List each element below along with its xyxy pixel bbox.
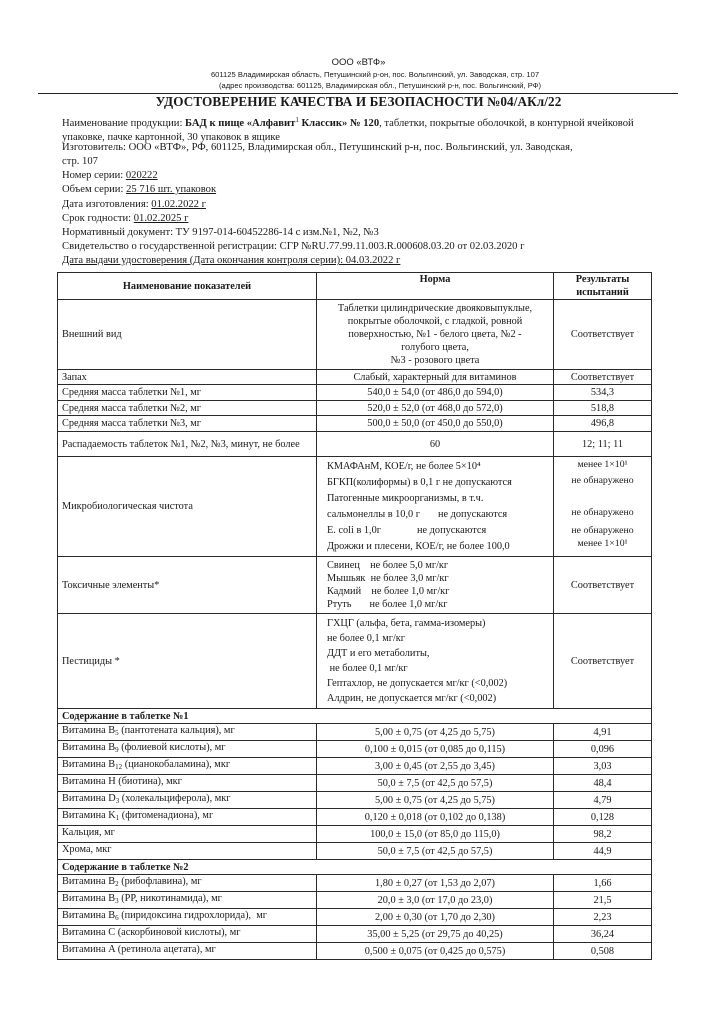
table-row [58, 926, 652, 943]
table-row [58, 416, 652, 432]
row-norm: 60 [317, 432, 554, 457]
table-row-pesticides [58, 614, 652, 709]
table-row [58, 909, 652, 926]
toxic-result: Соответствует [554, 557, 652, 614]
header-norm: Норма [317, 273, 554, 300]
mfg-date-value: 01.02.2022 г [151, 199, 206, 210]
row-result: 3,03 [554, 758, 652, 775]
production-address: (адрес производства: 601125, Владимирская обл., Петушинский р-н, пос. Вольгинский, РФ) [218, 81, 542, 90]
product-label: Наименование продукции: [62, 118, 186, 129]
table-row [58, 943, 652, 960]
issue-date-line: Дата выдачи удостоверения (Дата окончания контроля серии): 04.03.2022 г [62, 255, 401, 266]
appearance-norm: Таблетки цилиндрические двояковыпуклые, покрытые оболочкой, с гладкой, ровной поверхностью, №1 - белого цвета, №2 - голубого цвета, №3 - розового цвета [317, 300, 554, 370]
row-name: Хрома, мкг [58, 843, 317, 860]
appearance-result: Соответствует [554, 300, 652, 370]
row-norm: Слабый, характерный для витаминов [317, 370, 554, 385]
row-name: Витамина $B_9$ (фолиевой кислоты), мг [58, 741, 317, 758]
row-name: Витамина $B_6$ (пиридоксина гидрохлорида), мг [58, 909, 317, 926]
row-result: 48,4 [554, 775, 652, 792]
row-name: Витамина $B_5$ (пантотената кальция), мг [58, 724, 317, 741]
toxic-name: Токсичные элементы* [58, 557, 317, 614]
manufacture-date-line [62, 198, 662, 212]
row-norm: 1,80 ± 0,27 (от 1,53 до 2,07) [317, 875, 554, 892]
row-result: 44,9 [554, 843, 652, 860]
table-row [58, 741, 652, 758]
table-row-appearance [58, 300, 652, 370]
row-result: 2,23 [554, 909, 652, 926]
row-norm: 2,00 ± 0,30 (от 1,70 до 2,30) [317, 909, 554, 926]
row-norm: 0,500 ± 0,075 (от 0,425 до 0,575) [317, 943, 554, 960]
row-result: 4,91 [554, 724, 652, 741]
table-row [58, 401, 652, 416]
row-result: 0,508 [554, 943, 652, 960]
row-norm: 50,0 ± 7,5 (от 42,5 до 57,5) [317, 843, 554, 860]
row-name: Средняя масса таблетки №3, мг [58, 416, 317, 432]
row-norm: 3,00 ± 0,45 (от 2,55 до 3,45) [317, 758, 554, 775]
row-norm: 0,120 ± 0,018 (от 0,102 до 0,138) [317, 809, 554, 826]
table-row [58, 809, 652, 826]
row-result: 0,096 [554, 741, 652, 758]
row-norm: 35,00 ± 5,25 (от 29,75 до 40,25) [317, 926, 554, 943]
table-row-toxic-elements [58, 557, 652, 614]
expiry-value: 01.02.2025 г [133, 213, 189, 224]
row-name: Витамина $B_3$ (PP, никотинамида), мг [58, 892, 317, 909]
table-row [58, 758, 652, 775]
row-name: Витамина A (ретинола ацетата), мг [58, 943, 317, 960]
expiry-label: Срок годности: [62, 213, 134, 224]
row-norm: 5,00 ± 0,75 (от 4,25 до 5,75) [317, 792, 554, 809]
row-norm: 20,0 ± 3,0 (от 17,0 до 23,0) [317, 892, 554, 909]
row-result: 4,79 [554, 792, 652, 809]
row-name: Витамина H (биотина), мкг [58, 775, 317, 792]
product-description: , таблетки, покрытые оболочкой, в контурной ячейковой упаковке, пачке картонной, 30 упаковок в ящике [62, 118, 634, 143]
row-name: Витамина $B_{12}$ (цианокобаламина), мкг [58, 758, 317, 775]
row-norm: 0,100 ± 0,015 (от 0,085 до 0,115) [317, 741, 554, 758]
table-row [58, 843, 652, 860]
batch-label: Номер серии: [62, 170, 126, 181]
microbiology-result: менее 1×10¹ не обнаружено не обнаружено не обнаружено менее 1×10¹ [554, 457, 652, 557]
microbiology-name: Микробиологическая чистота [58, 457, 317, 557]
row-name: Средняя масса таблетки №1, мг [58, 385, 317, 401]
organization-name: ООО «ВТФ» [331, 57, 386, 68]
section-title: Содержание в таблетке №1 [58, 709, 652, 724]
header-indicator: Наименование показателей [58, 273, 317, 300]
batch-volume-line [62, 183, 662, 197]
table-row-disintegration [58, 432, 652, 457]
product-name-bold-2: Классик» № 120 [298, 118, 380, 129]
row-result: 496,8 [554, 416, 652, 432]
table-row [58, 370, 652, 385]
product-sup: 1 [295, 116, 299, 124]
table-row [58, 892, 652, 909]
organization-address: 601125 Владимирская область, Петушинский р-он, пос. Вольгинский, ул. Заводская, стр. 107 [210, 70, 540, 79]
row-norm: 50,0 ± 7,5 (от 42,5 до 57,5) [317, 775, 554, 792]
pesticides-result: Соответствует [554, 614, 652, 709]
row-name: Запах [58, 370, 317, 385]
row-result: 36,24 [554, 926, 652, 943]
volume-label: Объем серии: [62, 184, 127, 195]
row-name: Витамина $D_3$ (холекальциферола), мкг [58, 792, 317, 809]
table-row [58, 385, 652, 401]
row-norm: 540,0 ± 54,0 (от 486,0 до 594,0) [317, 385, 554, 401]
row-result: 534,3 [554, 385, 652, 401]
quality-table [57, 272, 652, 960]
section-title: Содержание в таблетке №2 [58, 860, 652, 875]
volume-value: 25 716 шт. упаковок [126, 184, 217, 195]
row-norm: 520,0 ± 52,0 (от 468,0 до 572,0) [317, 401, 554, 416]
section-header-tablet-2 [58, 860, 652, 875]
row-result: 1,66 [554, 875, 652, 892]
batch-value: 020222 [125, 170, 158, 181]
header-result: Результаты испытаний [554, 273, 652, 300]
pesticides-norm: ГХЦГ (альфа, бета, гамма-изомеры) не более 0,1 мг/кг ДДТ и его метаболиты, не более 0,1 мг/кг Гептахлор, не допускается мг/кг (<0,002) Алдрин, не допускается мг/кг (<0,002) [317, 614, 554, 709]
row-name: Витамина C (аскорбиновой кислоты), мг [58, 926, 317, 943]
row-result: 12; 11; 11 [554, 432, 652, 457]
row-name: Кальция, мг [58, 826, 317, 843]
table-row [58, 775, 652, 792]
row-name: Средняя масса таблетки №2, мг [58, 401, 317, 416]
toxic-norm: Свинец не более 5,0 мг/кг Мышьяк не более 3,0 мг/кг Кадмий не более 1,0 мг/кг Ртуть не более 1,0 мг/кг [317, 557, 554, 614]
normative-document-line: Нормативный документ: ТУ 9197-014-60452286-14 с изм.№1, №2, №3 [62, 227, 379, 238]
row-norm: 5,00 ± 0,75 (от 4,25 до 5,75) [317, 724, 554, 741]
table-row-microbiology [58, 457, 652, 557]
section-header-tablet-1 [58, 709, 652, 724]
row-result: Соответствует [554, 370, 652, 385]
table-row [58, 875, 652, 892]
manufacturer-line: Изготовитель: ООО «ВТФ», РФ, 601125, Владимирская обл., Петушинский р-н, пос. Вольгинский, ул. Заводская, стр. 107 [62, 142, 573, 167]
table-row [58, 826, 652, 843]
table-row [58, 724, 652, 741]
table-row [58, 792, 652, 809]
microbiology-norm: КМАФАнМ, КОЕ/г, не более 5×10⁴ БГКП(колиформы) в 0,1 г не допускаются Патогенные микроорганизмы, в т.ч. сальмонеллы в 10,0 г не допускаются E. coli в 1,0г не допускаются Дрожжи и плесени, КОЕ/г, не более 100,0 [317, 457, 554, 557]
batch-number-line [62, 169, 662, 183]
row-name: Витамина $K_1$ (фитоменадиона), мг [58, 809, 317, 826]
row-norm: 100,0 ± 15,0 (от 85,0 до 115,0) [317, 826, 554, 843]
row-result: 518,8 [554, 401, 652, 416]
expiry-date-line [62, 212, 662, 226]
row-norm: 500,0 ± 50,0 (от 450,0 до 550,0) [317, 416, 554, 432]
pesticides-name: Пестициды * [58, 614, 317, 709]
registration-line: Свидетельство о государственной регистрации: СГР №RU.77.99.11.003.R.000608.03.20 от 02.03.2020 г [62, 241, 525, 252]
appearance-name: Внешний вид [58, 300, 317, 370]
row-name: Витамина $B_2$ (рибофлавина), мг [58, 875, 317, 892]
row-result: 21,5 [554, 892, 652, 909]
row-name: Распадаемость таблеток №1, №2, №3, минут, не более [58, 432, 317, 457]
row-result: 0,128 [554, 809, 652, 826]
document-title: УДОСТОВЕРЕНИЕ КАЧЕСТВА И БЕЗОПАСНОСТИ №04/АКл/22 [155, 94, 562, 109]
table-header-row [58, 273, 652, 300]
mfg-date-label: Дата изготовления: [62, 199, 152, 210]
product-name-bold: БАД к пище «Алфавит [185, 118, 296, 129]
row-result: 98,2 [554, 826, 652, 843]
